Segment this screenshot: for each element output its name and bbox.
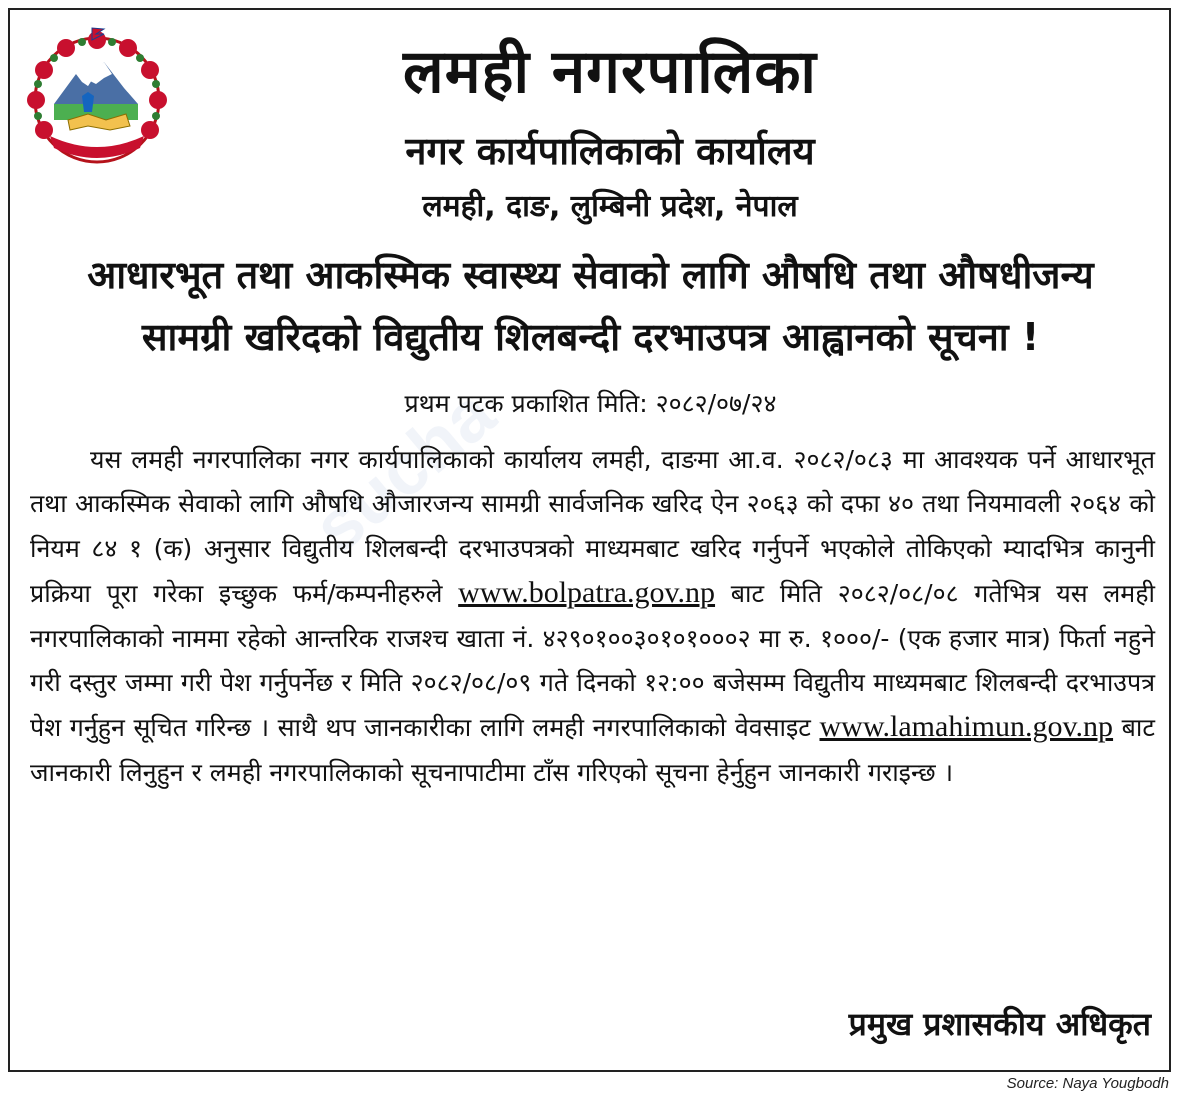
signature-title: प्रमुख प्रशासकीय अधिकृत bbox=[848, 1005, 1151, 1043]
body-part-3: बाट जानकारी लिनुहुन र लमही नगरपालिकाको सूचनापाटीमा टाँस गरिएको सूचना हेर्नुहुन जानकारी गराइन्छ । bbox=[30, 713, 1156, 787]
source-credit: Source: Naya Yougbodh bbox=[1006, 1075, 1169, 1092]
body-part-1: यस लमही नगरपालिका नगर कार्यपालिकाको कार्यालय लमही, दाङमा आ.व. २०८२/०८३ मा आवश्यक पर्ने आधारभूत तथा आकस्मिक सेवाको लागि औषधि औजारजन्य सामग्री सार्वजनिक खरिद ऐन २०६३ को दफा ४० तथा नियमावली २०६४ को नियम ८४ १ (क) अनुसार विद्युतीय शिलबन्दी दरभाउपत्रको माध्यमबाट खरिद गर्नुपर्ने भएकोले तोकिएको म्यादभित्र कानुनी प्रक्रिया पूरा गरेका इच्छुक फर्म/कम्पनीहरुले bbox=[30, 445, 1155, 609]
notice-title-line-2: सामग्री खरिदको विद्युतीय शिलबन्दी दरभाउपत्र आह्वानको सूचना ! bbox=[141, 315, 1040, 359]
notice-title-line-1: आधारभूत तथा आकस्मिक स्वास्थ्य सेवाको लागि औषधि तथा औषधीजन्य bbox=[87, 253, 1094, 297]
publication-date: प्रथम पटक प्रकाशित मिति: २०८२/०७/२४ bbox=[404, 389, 777, 418]
bolpatra-link[interactable]: www.bolpatra.gov.np bbox=[458, 576, 716, 610]
municipality-name: लमही नगरपालिका bbox=[403, 37, 817, 107]
municipality-website-link[interactable]: www.lamahimun.gov.np bbox=[819, 710, 1114, 744]
notice-body bbox=[30, 438, 1155, 795]
office-address: लमही, दाङ, लुम्बिनी प्रदेश, नेपाल bbox=[422, 189, 798, 224]
office-name: नगर कार्यपालिकाको कार्यालय bbox=[405, 129, 815, 173]
body-part-2: बाट मिति २०८२/०८/०८ गतेभित्र यस लमही नगरपालिकाको नाममा रहेको आन्तरिक राजश्च खाता नं. ४२९०१००३०१०१०००२ मा रु. १०००/- (एक हजार मात्र) फिर्ता नहुने गरी दस्तुर जम्मा गरी पेश गर्नुपर्नेछ र मिति २०८२/०८/०९ गते दिनको १२:०० बजेसम्म विद्युतीय माध्यमबाट शिलबन्दी दरभाउपत्र पेश गर्नुहुन सूचित गरिन्छ । साथै थप जानकारीका लागि लमही नगरपालिकाको वेवसाइट bbox=[30, 579, 1155, 743]
nepal-emblem-icon bbox=[26, 26, 168, 168]
